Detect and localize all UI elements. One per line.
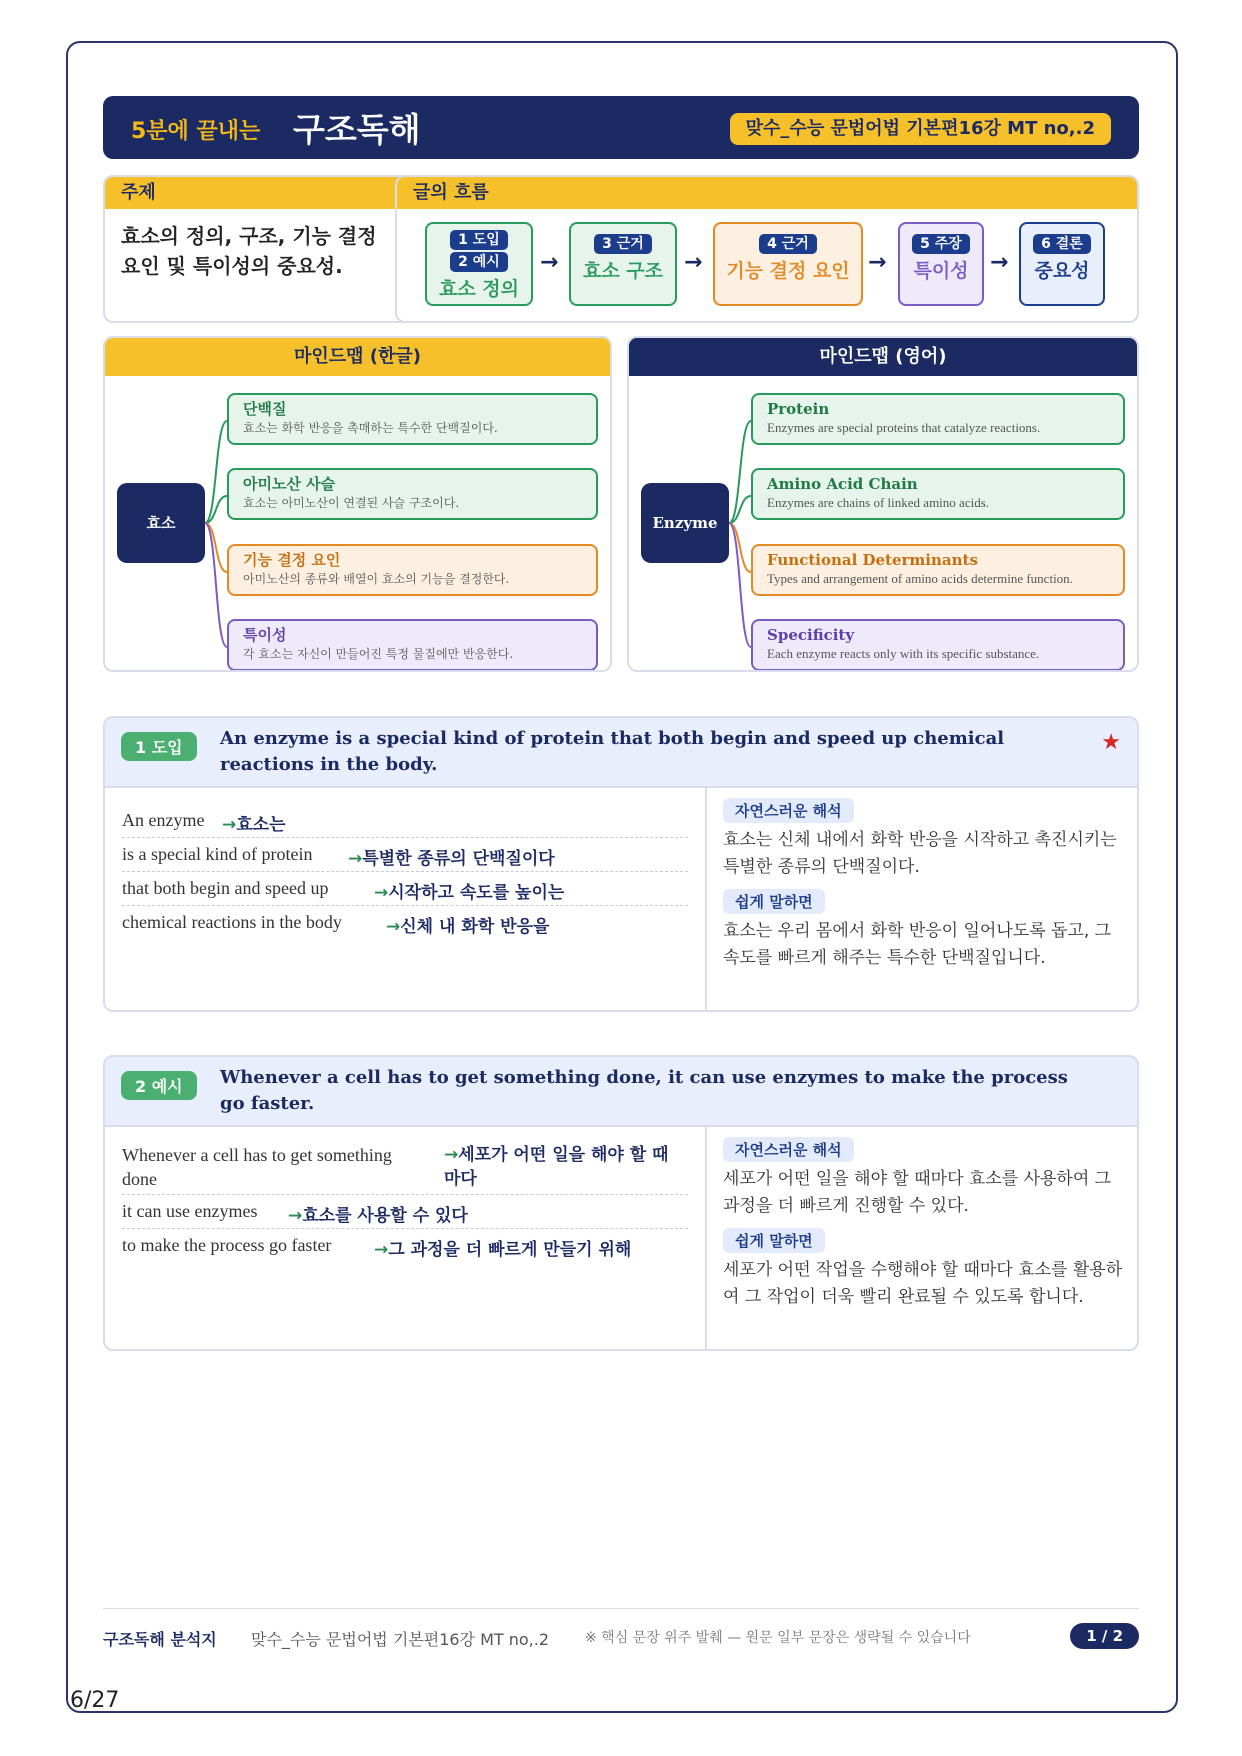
translation-panel <box>723 1137 1123 1311</box>
natural-label: 자연스러운 해석 <box>723 798 854 823</box>
flow-step-1 <box>425 222 533 306</box>
flow-arrow-icon: → <box>990 250 1009 275</box>
phrase-korean: →시작하고 속도를 높이는 <box>374 883 565 903</box>
node-title: Specificity <box>767 626 855 644</box>
node-description: 아미노산의 종류와 배열이 효소의 기능을 결정한다. <box>243 572 510 586</box>
easy-explanation: 효소는 우리 몸에서 화학 반응이 일어나도록 돕고, 그 속도를 빠르게 해주는 특수한 단백질입니다. <box>723 921 1112 968</box>
mindmap-ko-connector <box>205 523 227 647</box>
node-title: Amino Acid Chain <box>767 475 918 493</box>
sentence-section-1 <box>103 716 1139 1012</box>
arrow-icon: → <box>222 815 237 835</box>
phrase-english: to make the process go faster <box>122 1235 332 1255</box>
phrase-english: that both begin and speed up <box>122 878 329 898</box>
phrase-row <box>122 804 688 838</box>
footer-course: 맞수_수능 문법어법 기본편16강 MT no,.2 <box>251 1630 550 1649</box>
star-icon: ★ <box>1101 730 1121 755</box>
flow-step-chip: 2 예시 <box>450 252 508 272</box>
flow-step-label: 중요성 <box>1034 260 1090 282</box>
flow-step-2 <box>569 222 677 306</box>
arrow-icon: → <box>348 849 363 869</box>
phrase-english: it can use enzymes <box>122 1201 258 1221</box>
course-badge: 맞수_수능 문법어법 기본편16강 MT no,.2 <box>730 113 1111 145</box>
sentence-section-2 <box>103 1055 1139 1351</box>
arrow-icon: → <box>386 917 401 937</box>
mindmap-en-node <box>751 619 1125 671</box>
flow-step-5 <box>1019 222 1105 306</box>
column-divider <box>705 1127 707 1351</box>
page-indicator: 1 / 2 <box>1070 1623 1139 1649</box>
node-title: 특이성 <box>243 626 287 644</box>
node-title: Functional Determinants <box>767 551 978 569</box>
topic-text: 효소의 정의, 구조, 기능 결정 요인 및 특이성의 중요성. <box>121 224 377 278</box>
mindmap-ko-node <box>227 393 598 445</box>
flow-step-chip: 5 주장 <box>912 234 970 254</box>
node-title: Protein <box>767 400 830 418</box>
phrase-row <box>122 838 688 872</box>
phrase-row <box>122 906 688 940</box>
node-description: Types and arrangement of amino acids determine function. <box>767 571 1073 586</box>
phrase-korean: →효소는 <box>222 815 286 835</box>
flow-step-chip: 1 도입 <box>450 230 508 250</box>
arrow-icon: → <box>374 1240 389 1260</box>
arrow-icon: → <box>374 883 389 903</box>
footer <box>103 1608 1139 1649</box>
node-description: Each enzyme reacts only with its specific substance. <box>767 646 1040 661</box>
header-banner <box>103 96 1139 159</box>
outer-page-number: 6/27 <box>70 1688 120 1713</box>
section-sentence: An enzyme is a special kind of protein that both begin and speed up chemical reactions in the body. <box>220 728 1005 775</box>
phrase-korean: →효소를 사용할 수 있다 <box>288 1206 468 1226</box>
node-description: 효소는 화학 반응을 촉매하는 특수한 단백질이다. <box>243 421 498 435</box>
phrase-korean: →세포가 어떤 일을 해야 할 때마다 <box>444 1145 669 1189</box>
mindmap-korean <box>103 336 612 672</box>
phrase-row <box>122 872 688 906</box>
arrow-icon: → <box>444 1145 459 1165</box>
phrase-korean: →특별한 종류의 단백질이다 <box>348 849 555 869</box>
flow-step-chip: 4 근거 <box>759 234 817 254</box>
natural-translation: 세포가 어떤 일을 해야 할 때마다 효소를 사용하여 그 과정을 더 빠르게 진행할 수 있다. <box>723 1169 1112 1216</box>
node-title: 단백질 <box>243 400 287 418</box>
node-description: 각 효소는 자신이 만들어진 특정 물질에만 반응한다. <box>243 647 514 661</box>
flow-step-chip: 6 결론 <box>1033 234 1091 254</box>
flow-step-label: 특이성 <box>913 260 969 282</box>
mindmap-en-root: Enzyme <box>641 483 729 563</box>
phrase-row <box>122 1229 688 1263</box>
column-divider <box>705 788 707 1012</box>
flow-heading: 글의 흐름 <box>397 177 1137 209</box>
translation-panel <box>723 798 1123 972</box>
section-tag: 2 예시 <box>121 1071 197 1100</box>
topic-box <box>103 175 412 323</box>
phrase-english: chemical reactions in the body <box>122 912 342 932</box>
header-title: 구조독해 <box>293 110 421 149</box>
section-header <box>105 718 1137 788</box>
flow-step-label: 효소 구조 <box>582 260 664 282</box>
flow-arrow-icon: → <box>540 250 559 275</box>
mindmap-korean-heading: 마인드맵 (한글) <box>105 338 610 376</box>
mindmap-en-node <box>751 468 1125 520</box>
node-title: 기능 결정 요인 <box>243 551 341 569</box>
easy-label: 쉽게 말하면 <box>723 1228 825 1253</box>
flow-step-label: 효소 정의 <box>438 278 520 300</box>
mindmap-ko-root: 효소 <box>117 483 205 563</box>
mindmap-en-connector <box>729 523 751 572</box>
section-header <box>105 1057 1137 1127</box>
arrow-icon: → <box>288 1206 303 1226</box>
easy-explanation: 세포가 어떤 작업을 수행해야 할 때마다 효소를 활용하여 그 작업이 더욱 빨리 완료될 수 있도록 합니다. <box>723 1260 1123 1307</box>
flow-arrow-icon: → <box>684 250 703 275</box>
mindmap-ko-node <box>227 468 598 520</box>
flow-step-chip: 3 근거 <box>594 234 652 254</box>
node-description: Enzymes are chains of linked amino acids. <box>767 495 990 510</box>
mindmap-en-connector <box>729 523 751 647</box>
node-description: 효소는 아미노산이 연결된 사슬 구조이다. <box>243 496 460 510</box>
header-subtitle: 5분에 끝내는 <box>131 119 261 144</box>
footer-note: ※ 핵심 문장 위주 발췌 — 원문 일부 문장은 생략될 수 있습니다 <box>585 1630 971 1646</box>
flow-step-3 <box>713 222 863 306</box>
section-tag: 1 도입 <box>121 732 197 761</box>
mindmap-en-node <box>751 544 1125 596</box>
phrase-korean: →신체 내 화학 반응을 <box>386 917 550 937</box>
phrase-english: is a special kind of protein <box>122 844 313 864</box>
phrase-english: Whenever a cell has to get something done <box>122 1145 392 1189</box>
natural-translation: 효소는 신체 내에서 화학 반응을 시작하고 촉진시키는 특별한 종류의 단백질이다. <box>723 830 1117 877</box>
section-sentence: Whenever a cell has to get something done, it can use enzymes to make the process go faster. <box>220 1067 1068 1114</box>
phrase-row <box>122 1195 688 1229</box>
phrase-row <box>122 1137 688 1195</box>
node-description: Enzymes are special proteins that catalyze reactions. <box>767 420 1041 435</box>
node-title: 아미노산 사슬 <box>243 475 336 493</box>
flow-step-label: 기능 결정 요인 <box>726 260 850 282</box>
footer-brand: 구조독해 분석지 <box>103 1630 217 1649</box>
topic-heading: 주제 <box>105 177 410 209</box>
flow-step-4 <box>898 222 984 306</box>
phrase-english: An enzyme <box>122 810 205 830</box>
mindmap-english <box>627 336 1139 672</box>
mindmap-english-heading: 마인드맵 (영어) <box>629 338 1137 376</box>
mindmap-ko-node <box>227 544 598 596</box>
mindmap-ko-node <box>227 619 598 671</box>
phrase-korean: →그 과정을 더 빠르게 만들기 위해 <box>374 1240 632 1260</box>
mindmap-en-node <box>751 393 1125 445</box>
easy-label: 쉽게 말하면 <box>723 889 825 914</box>
natural-label: 자연스러운 해석 <box>723 1137 854 1162</box>
mindmap-ko-connector <box>205 523 227 572</box>
flow-arrow-icon: → <box>868 250 887 275</box>
